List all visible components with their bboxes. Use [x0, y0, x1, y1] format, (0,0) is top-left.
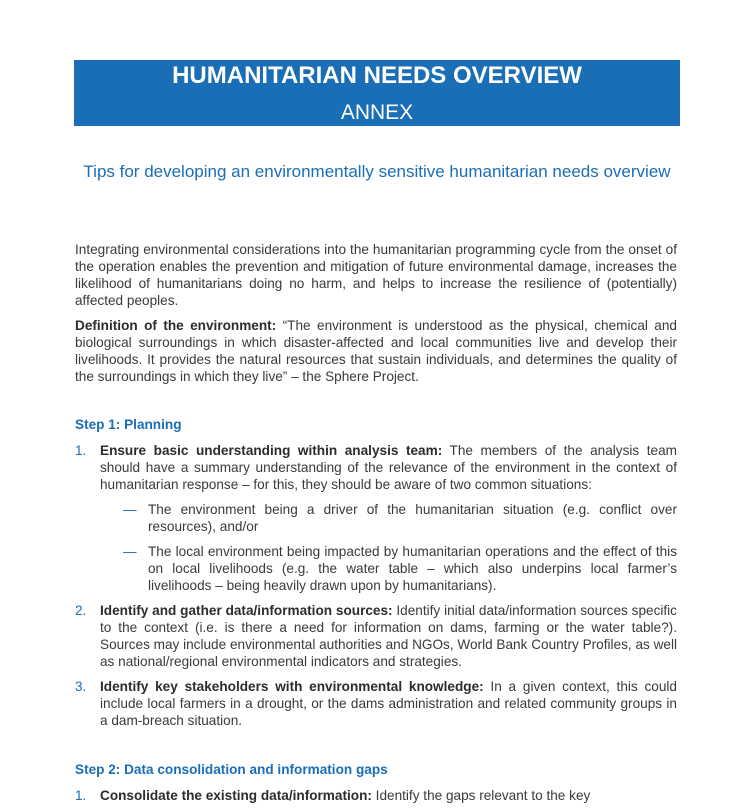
step1-item-3	[75, 678, 677, 729]
item-text: Identify the gaps relevant to the key	[371, 788, 591, 803]
definition-paragraph	[75, 317, 677, 385]
definition-label: Definition of the environment:	[75, 318, 277, 333]
document-title: HUMANITARIAN NEEDS OVERVIEW	[172, 62, 582, 89]
sub-item-1	[100, 501, 677, 535]
item-bold-label: Consolidate the existing data/information:	[100, 788, 372, 803]
item-text: Identify initial data/information sources specific to the context (i.e. is there a need for information on dams, farming or the water table?). Sources may include environmental authorities and NGOs, World Bank Country Profiles, as well as national/regional environmental indicators and strategies.	[100, 603, 677, 669]
step2-item-1	[75, 787, 677, 804]
step2-heading: Step 2: Data consolidation and information gaps	[75, 762, 388, 777]
sub-item-text: The environment being a driver of the humanitarian situation (e.g. conflict over resources), and/or	[148, 502, 677, 534]
dash-bullet: —	[123, 544, 137, 559]
item-number: 1.	[75, 788, 87, 803]
sub-item-2	[100, 543, 677, 594]
header-banner	[74, 60, 680, 126]
item-bold-label: Identify and gather data/information sources:	[100, 603, 393, 618]
item-bold-label: Ensure basic understanding within analysis team:	[100, 443, 443, 458]
document-subtitle: ANNEX	[340, 101, 414, 124]
document-body	[75, 241, 677, 809]
sub-item-text: The local environment being impacted by humanitarian operations and the effect of this on local livelihoods (e.g. the water table – which also underpins local farmer’s livelihoods – being heavily drawn upon by humanitarians).	[148, 544, 677, 593]
item-number: 3.	[75, 679, 87, 694]
item-number: 2.	[75, 603, 87, 618]
item-bold-label: Identify key stakeholders with environmental knowledge:	[100, 679, 484, 694]
dash-bullet: —	[123, 502, 137, 517]
definition-text: “The environment is understood as the physical, chemical and biological surroundings in which disaster-affected and local communities live and develop their livelihoods. It provides the natural resources that sustain individuals, and determines the quality of the surroundings in which they live” – the Sphere Project.	[75, 318, 677, 384]
item-number: 1.	[75, 443, 87, 458]
sub-list	[100, 501, 677, 594]
step1-heading: Step 1: Planning	[75, 417, 182, 432]
item-text: In a given context, this could include local farmers in a drought, or the dams administration and related community groups in a dam-breach situation.	[100, 679, 677, 728]
step1-item-2	[75, 602, 677, 670]
tips-heading: Tips for developing an environmentally sensitive humanitarian needs overview	[83, 162, 671, 181]
step1-item-1	[75, 442, 677, 594]
item-text: The members of the analysis team should have a summary understanding of the relevance of the environment in the context of humanitarian response – for this, they should be aware of two common situations:	[100, 443, 677, 492]
intro-paragraph: Integrating environmental considerations into the humanitarian programming cycle from the onset of the operation enables the prevention and mitigation of future environmental damage, increases the likelihood of humanitarians doing no harm, and helps to increase the resilience of (potentially) affected peoples.	[75, 242, 677, 308]
